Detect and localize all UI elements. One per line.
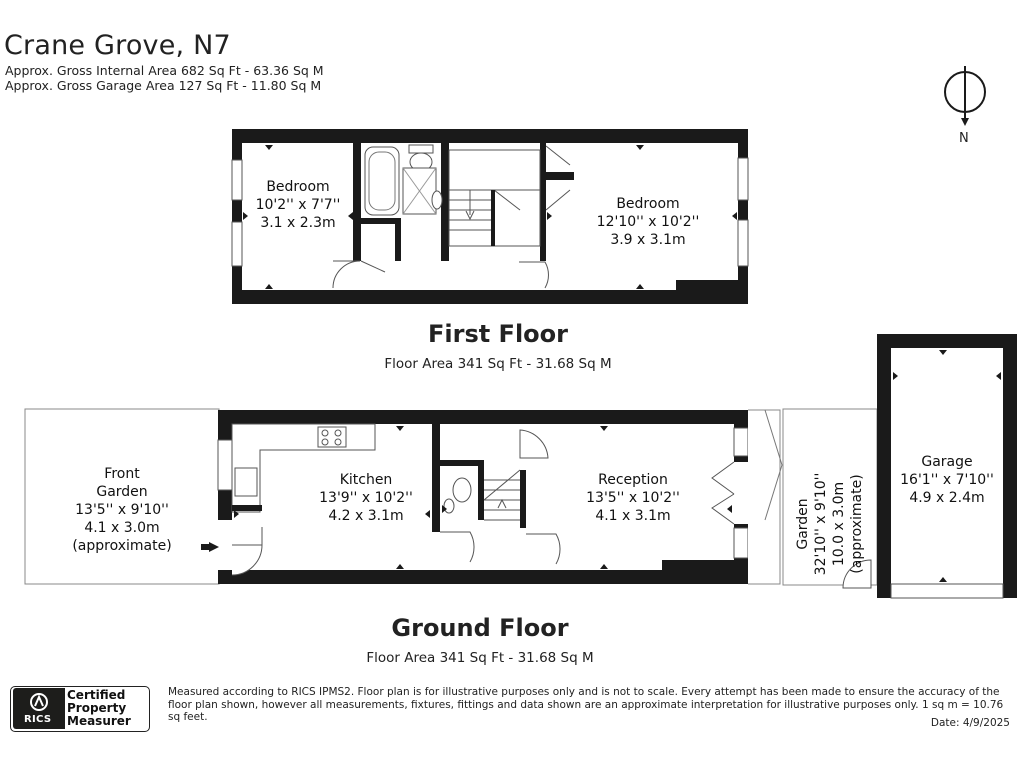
room-name: Garage: [921, 454, 973, 470]
first-floor-title: First Floor: [427, 320, 568, 348]
badge-text: [67, 689, 131, 728]
badge-line-3: Measurer: [67, 714, 131, 728]
first-floor-area: Floor Area 341 Sq Ft - 31.68 Sq M: [384, 356, 612, 372]
room-name: Reception: [598, 472, 668, 488]
room-dims-metric: 3.9 x 3.1m: [610, 232, 686, 248]
rics-logo: [13, 688, 65, 729]
ground-floor-title: Ground Floor: [391, 614, 569, 642]
room-dims-metric: 10.0 x 3.0m: [831, 481, 847, 567]
rics-certified-badge: [10, 686, 150, 732]
first-floor-bedroom-1: [248, 178, 348, 232]
garage-area: Approx. Gross Garage Area 127 Sq Ft - 11.80 Sq M: [5, 78, 322, 93]
room-name-line1: Front: [104, 466, 140, 482]
room-dims-imperial: 12'10'' x 10'2'': [596, 214, 700, 230]
badge-line-1: Certified: [67, 688, 126, 702]
room-name: Kitchen: [339, 472, 393, 488]
room-dims-metric: 4.2 x 3.1m: [328, 508, 404, 524]
room-dims-metric: 3.1 x 2.3m: [260, 215, 336, 231]
compass-label: N: [959, 131, 969, 146]
badge-line-2: Property: [67, 701, 127, 715]
room-note: (approximate): [849, 474, 865, 574]
first-floor-bedroom-2: [588, 195, 708, 249]
room-dims-imperial: 16'1'' x 7'10'': [900, 472, 994, 488]
garage-label: [895, 453, 999, 507]
room-name-line2: Garden: [96, 484, 148, 500]
room-dims-imperial: 13'5'' x 10'2'': [586, 490, 680, 506]
room-dims-imperial: 13'9'' x 10'2'': [319, 490, 413, 506]
date-label: Date: 4/9/2025: [930, 717, 1010, 729]
internal-area: Approx. Gross Internal Area 682 Sq Ft - 63.36 Sq M: [5, 63, 324, 78]
room-dims-imperial: 13'5'' x 9'10'': [75, 502, 169, 518]
room-note: (approximate): [72, 538, 172, 554]
rics-logo-text: RICS: [24, 714, 52, 725]
rics-emblem-icon: [29, 692, 49, 712]
room-name: Bedroom: [266, 179, 330, 195]
room-name: Bedroom: [616, 196, 680, 212]
compass-icon: [945, 66, 985, 126]
room-dims-metric: 4.1 x 3.0m: [84, 520, 160, 536]
room-dims-imperial: 32'10'' x 9'10'': [813, 472, 829, 576]
room-dims-metric: 4.1 x 3.1m: [595, 508, 671, 524]
front-garden-label: [62, 465, 182, 555]
ground-floor-area: Floor Area 341 Sq Ft - 31.68 Sq M: [366, 650, 594, 666]
disclaimer-text: Measured according to RICS IPMS2. Floor plan is for illustrative purposes only and is not to scale. Every attempt has been made to ensure the accuracy of the floor plan shown, however all measurements, fixtures, fittings and data shown are an approximate interpretation for illustrative purposes only. 1 sq m = 10.76 sq feet.: [168, 686, 1004, 723]
room-name: Garden: [795, 498, 811, 550]
page-title: Crane Grove, N7: [4, 30, 231, 61]
reception-label: [578, 471, 688, 525]
room-dims-imperial: 10'2'' x 7'7'': [255, 197, 341, 213]
room-dims-metric: 4.9 x 2.4m: [909, 490, 985, 506]
garden-label: [794, 454, 866, 594]
kitchen-label: [311, 471, 421, 525]
